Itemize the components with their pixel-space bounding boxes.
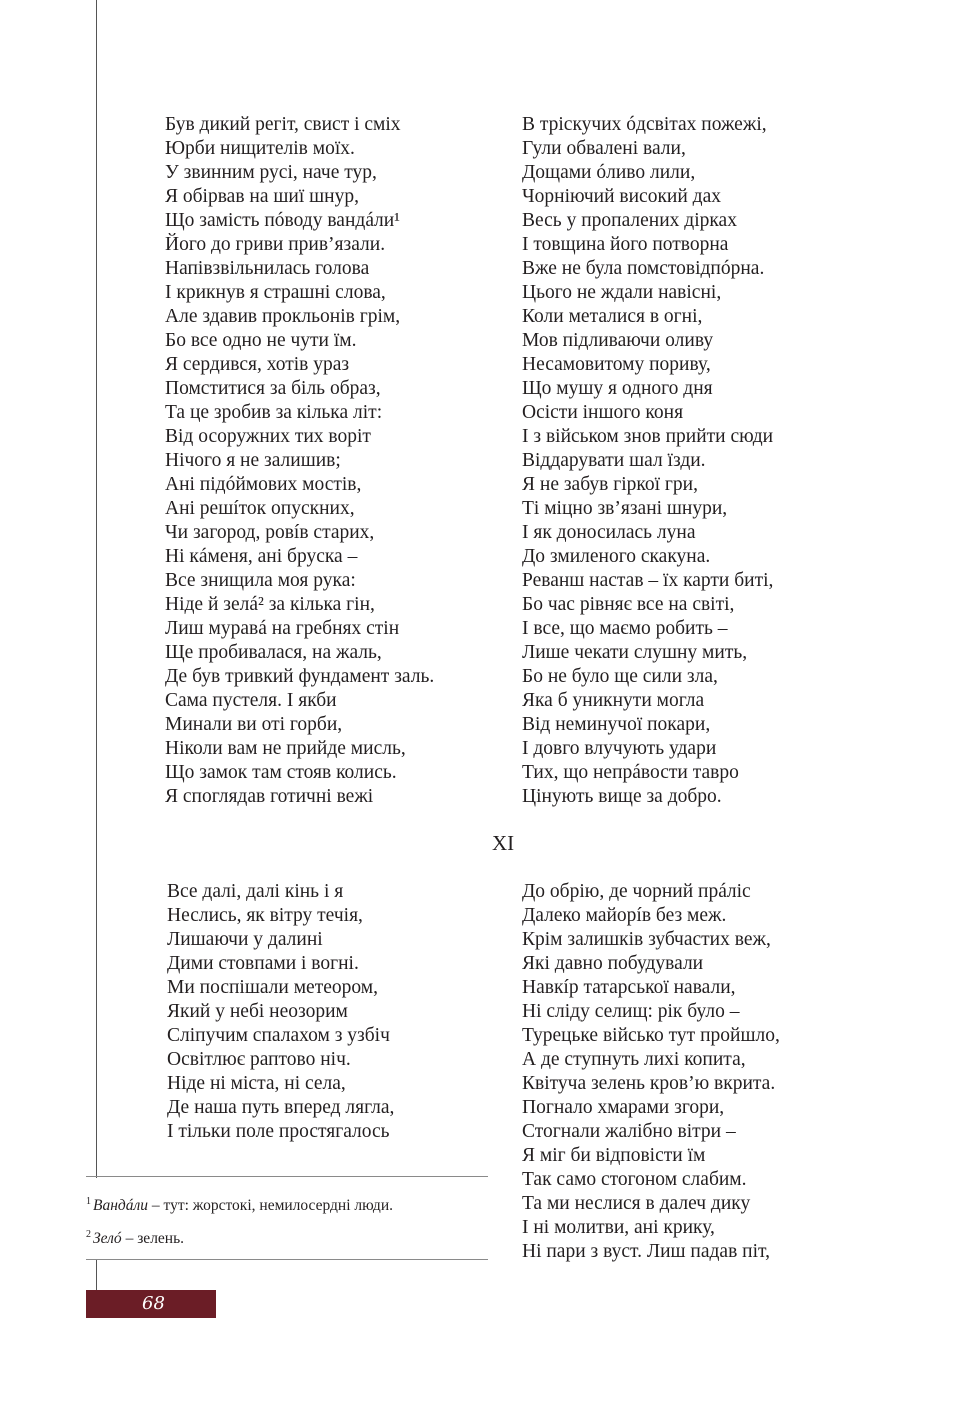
verse-line: Ніде ні міста, ні села, bbox=[167, 1073, 346, 1094]
verse-line: Погнало хмарами згори, bbox=[522, 1097, 725, 1118]
verse-line: До обрію, де чорний прáліс bbox=[522, 881, 751, 902]
margin-rule-top bbox=[96, 0, 97, 1178]
footnote-2 bbox=[86, 1225, 184, 1249]
verse-line: Його до гриви прив’язали. bbox=[165, 234, 386, 255]
verse-line: Та ми неслися в далеч дику bbox=[522, 1193, 751, 1214]
verse-line: У звинним русі, наче тур, bbox=[165, 162, 377, 183]
verse-line: В тріскучих óдсвітах пожежі, bbox=[522, 114, 767, 135]
verse-line: Яка б уникнути могла bbox=[522, 690, 705, 711]
verse-line: Вже не була помстовідпóрна. bbox=[522, 258, 765, 279]
footnote-rule-top bbox=[86, 1176, 488, 1177]
verse-line: Гули обвалені вали, bbox=[522, 138, 686, 159]
footnote-rule-bottom bbox=[86, 1259, 488, 1260]
section-heading: XI bbox=[492, 831, 515, 855]
verse-line: Помститися за біль образ, bbox=[165, 378, 381, 399]
footnote-2-text: – зелень. bbox=[121, 1230, 185, 1247]
verse-line: Що замок там стояв колись. bbox=[165, 762, 397, 783]
verse-line: Ті міцно зв’язані шнури, bbox=[522, 498, 728, 519]
verse-line: Юрби нищителів моїх. bbox=[165, 138, 355, 159]
verse-line: Де наша путь вперед лягла, bbox=[167, 1097, 395, 1118]
verse-line: І тільки поле простягалось bbox=[167, 1121, 390, 1142]
footnote-1-term: Вандáли bbox=[93, 1197, 149, 1214]
verse-line: Все знищила моя рука: bbox=[165, 570, 356, 591]
verse-line: Бо час рівняє все на світі, bbox=[522, 594, 735, 615]
verse-line: Тих, що непрáвости тавро bbox=[522, 762, 739, 783]
verse-line: І товщина його потворна bbox=[522, 234, 729, 255]
verse-line: Я споглядав готичні вежі bbox=[165, 786, 374, 807]
verse-line: До змиленого скакуна. bbox=[522, 546, 711, 567]
verse-line: Я обірвав на шиї шнур, bbox=[165, 186, 359, 207]
verse-line: Стогнали жалібно вітри – bbox=[522, 1121, 736, 1142]
verse-line: Освітлює раптово ніч. bbox=[167, 1049, 351, 1070]
footnote-2-number: 2 bbox=[86, 1229, 91, 1240]
verse-line: Бо не було ще сили зла, bbox=[522, 666, 718, 687]
verse-line: І з військом знов прийти сюди bbox=[522, 426, 774, 447]
verse-line: Дощами óливо лили, bbox=[522, 162, 696, 183]
verse-line: Був дикий регіт, свист і сміх bbox=[165, 114, 401, 135]
verse-line: Сліпучим спалахом з узбіч bbox=[167, 1025, 390, 1046]
verse-line: Квітуча зелень кров’ю вкрита. bbox=[522, 1073, 776, 1094]
verse-line: Які давно побудували bbox=[522, 953, 704, 974]
footnote-1-number: 1 bbox=[86, 1196, 91, 1207]
verse-line: І довго влучують удари bbox=[522, 738, 717, 759]
verse-line: Від осоружних тих воріт bbox=[165, 426, 371, 447]
verse-line: Бо все одно не чути їм. bbox=[165, 330, 357, 351]
verse-line: Ані підóймових мостів, bbox=[165, 474, 362, 495]
verse-line: Так само стогоном слабим. bbox=[522, 1169, 747, 1190]
verse-line: Я не забув гіркої гри, bbox=[522, 474, 698, 495]
verse-line: Чи загород, ровíв старих, bbox=[165, 522, 375, 543]
verse-line: Я міг би відповісти їм bbox=[522, 1145, 706, 1166]
footnote-1 bbox=[86, 1192, 393, 1216]
stanza-top-left bbox=[165, 113, 434, 809]
verse-line: Лиш муравá на гребнях стін bbox=[165, 618, 400, 639]
verse-line: Навкíр татарської навали, bbox=[522, 977, 736, 998]
verse-line: Ніде й зелá² за кілька гін, bbox=[165, 594, 375, 615]
verse-line: Та це зробив за кілька літ: bbox=[165, 402, 383, 423]
verse-line: Ми поспішали метеором, bbox=[167, 977, 378, 998]
verse-line: Дими стовпами і вогні. bbox=[167, 953, 359, 974]
verse-line: Турецьке військо тут пройшло, bbox=[522, 1025, 780, 1046]
verse-line: Чорніючий високий дах bbox=[522, 186, 721, 207]
verse-line: Від неминучої покари, bbox=[522, 714, 711, 735]
verse-line: Який у небі неозорим bbox=[167, 1001, 348, 1022]
verse-line: Але здавив прокльонів грім, bbox=[165, 306, 401, 327]
verse-line: Ані решíток опускних, bbox=[165, 498, 355, 519]
verse-line: Ні сліду селищ: рік було – bbox=[522, 1001, 740, 1022]
footnote-2-term: Зелó bbox=[93, 1230, 122, 1247]
verse-line: Лишаючи у далині bbox=[167, 929, 323, 950]
verse-line: Ні кáменя, ані бруска – bbox=[165, 546, 358, 567]
verse-line: Що замість пóводу вандáли¹ bbox=[165, 210, 400, 231]
verse-line: Ще пробивалася, на жаль, bbox=[165, 642, 382, 663]
stanza-top-right bbox=[522, 113, 773, 809]
verse-line: Лише чекати слушну мить, bbox=[522, 642, 748, 663]
verse-line: Коли металися в огні, bbox=[522, 306, 703, 327]
verse-line: А де ступнуть лихі копита, bbox=[522, 1049, 746, 1070]
verse-line: Весь у пропалених дірках bbox=[522, 210, 737, 231]
verse-line: І крикнув я страшні слова, bbox=[165, 282, 386, 303]
verse-line: Віддарувати шал їзди. bbox=[522, 450, 706, 471]
page-number-badge bbox=[86, 1290, 216, 1318]
verse-line: І як доносилась луна bbox=[522, 522, 696, 543]
verse-line: Реванш настав – їх карти биті, bbox=[522, 570, 774, 591]
verse-line: Минали ви оті горби, bbox=[165, 714, 343, 735]
verse-line: Ні пари з вуст. Лиш падав піт, bbox=[522, 1241, 770, 1262]
verse-line: І все, що маємо робить – bbox=[522, 618, 728, 639]
stanza-bottom-left bbox=[167, 880, 394, 1144]
verse-line: Цінують вище за добро. bbox=[522, 786, 722, 807]
footnote-1-text: – тут: жорстокі, немилосердні люди. bbox=[148, 1197, 393, 1214]
page-number: 68 bbox=[142, 1293, 165, 1314]
stanza-bottom-right bbox=[522, 880, 780, 1264]
verse-line: Все далі, далі кінь і я bbox=[167, 881, 344, 902]
verse-line: Несамовитому пориву, bbox=[522, 354, 711, 375]
verse-line: Напівзвільнилась голова bbox=[165, 258, 370, 279]
verse-line: Що мушу я одного дня bbox=[522, 378, 713, 399]
verse-line: Я сердився, хотів ураз bbox=[165, 354, 350, 375]
verse-line: Крім залишків зубчастих веж, bbox=[522, 929, 771, 950]
verse-line: Цього не ждали навісні, bbox=[522, 282, 722, 303]
verse-line: Де був тривкий фундамент заль. bbox=[165, 666, 435, 687]
verse-line: Сама пустеля. І якби bbox=[165, 690, 337, 711]
verse-line: Ніколи вам не прийде мисль, bbox=[165, 738, 406, 759]
verse-line: Мов підливаючи оливу bbox=[522, 330, 714, 351]
verse-line: І ні молитви, ані крику, bbox=[522, 1217, 715, 1238]
verse-line: Осісти іншого коня bbox=[522, 402, 684, 423]
margin-rule-bottom bbox=[96, 1260, 97, 1290]
verse-line: Нічого я не залишив; bbox=[165, 450, 341, 471]
verse-line: Неслись, як вітру течія, bbox=[167, 905, 363, 926]
verse-line: Далеко майорíв без меж. bbox=[522, 905, 727, 926]
